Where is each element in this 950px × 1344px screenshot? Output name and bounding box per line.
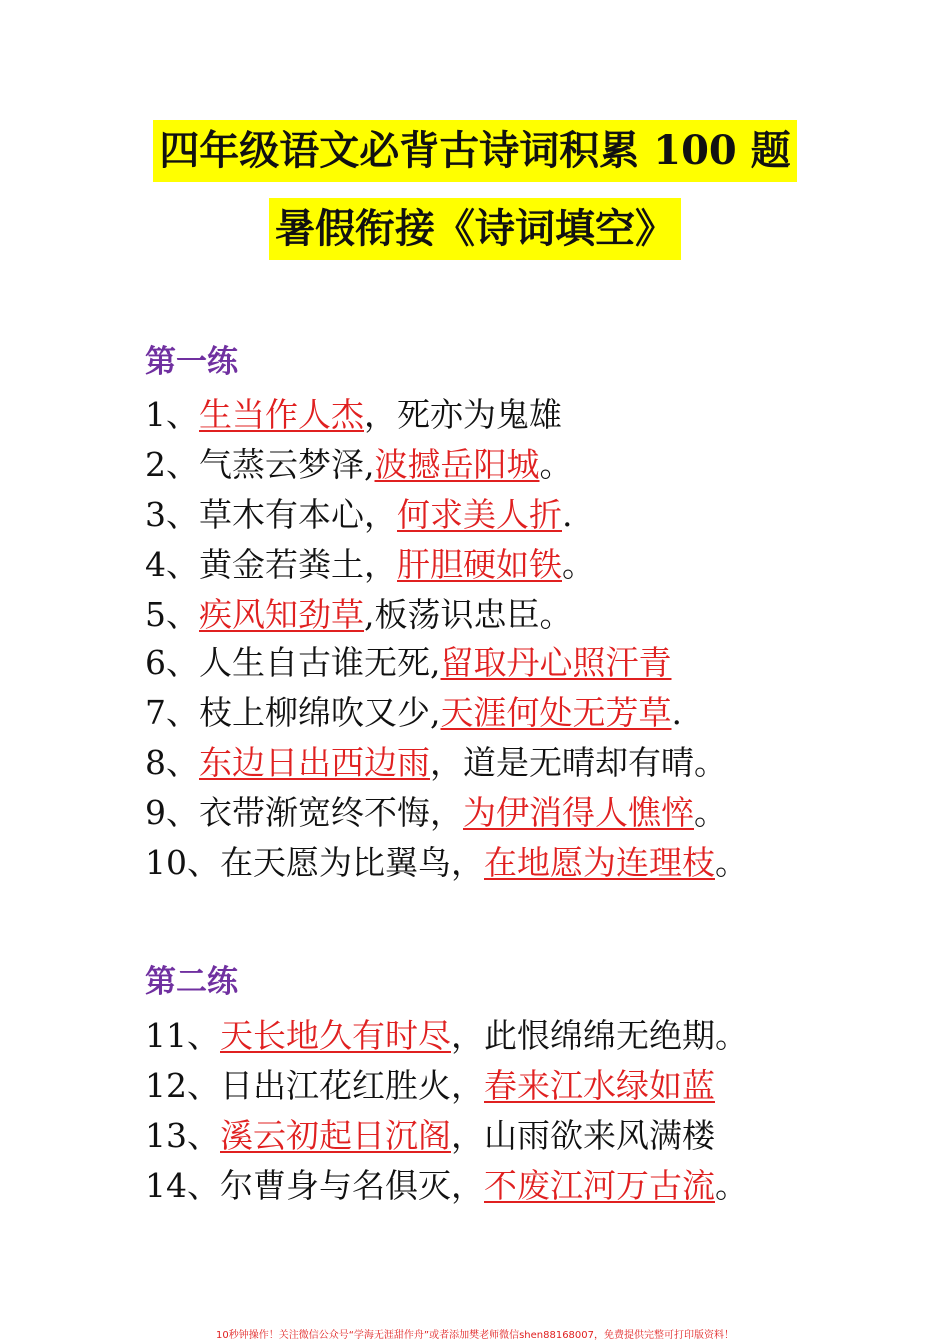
item-prefix: 在天愿为比翼鸟， [220,843,484,882]
item-number: 2、 [145,445,199,484]
item-number: 6、 [145,643,199,682]
item-prefix: 草木有本心， [199,495,397,534]
item-answer: 肝胆硬如铁 [397,545,562,584]
title-line-1-wrap [0,120,950,182]
exercise-item [145,545,595,585]
item-answer: 天长地久有时尽 [220,1016,451,1055]
exercise-item [145,843,748,883]
item-answer: 春来江水绿如蓝 [484,1066,715,1105]
item-suffix: . [562,495,573,534]
footer-note: 10秒钟操作！关注微信公众号“学海无涯甜作舟”或者添加樊老师微信shen88168007，免费提供完整可打印版资料！ [215,1330,735,1341]
exercise-item [145,1016,748,1056]
item-answer: 东边日出西边雨 [199,743,430,782]
item-number: 5、 [145,595,199,634]
item-number: 14、 [145,1166,220,1205]
exercise-item [145,693,682,733]
item-answer: 溪云初起日沉阁 [220,1116,451,1155]
exercise-item [145,1116,715,1156]
title-line-2-wrap [0,198,950,260]
exercise-item [145,595,573,635]
exercise-item [145,793,727,833]
item-answer: 不废江河万古流 [484,1166,715,1205]
item-suffix: ，此恨绵绵无绝期。 [451,1016,748,1055]
item-number: 1、 [145,395,199,434]
exercise-item [145,643,672,683]
item-suffix: . [671,693,682,732]
exercise-item [145,445,573,485]
item-prefix: 日出江花红胜火， [220,1066,484,1105]
item-number: 13、 [145,1116,220,1155]
item-suffix: ，死亦为鬼雄 [364,395,562,434]
page-subtitle: 暑假衔接《诗词填空》 [269,198,681,260]
item-answer: 疾风知劲草 [199,595,364,634]
item-suffix: 。 [694,793,727,832]
item-prefix: 人生自古谁无死, [199,643,441,682]
item-answer: 为伊消得人憔悴 [463,793,694,832]
item-number: 4、 [145,545,199,584]
item-number: 9、 [145,793,199,832]
section-heading-1: 第一练 [145,344,238,380]
item-suffix: ，道是无晴却有晴。 [430,743,727,782]
page-title: 四年级语文必背古诗词积累 100 题 [153,120,796,182]
item-answer: 生当作人杰 [199,395,364,434]
item-prefix: 气蒸云梦泽, [199,445,375,484]
item-prefix: 黄金若粪土， [199,545,397,584]
item-prefix: 枝上柳绵吹又少, [199,693,441,732]
item-number: 8、 [145,743,199,782]
item-suffix: 。 [539,445,573,484]
exercise-item [145,1066,715,1106]
item-answer: 在地愿为连理枝 [484,843,715,882]
item-prefix: 衣带渐宽终不悔， [199,793,463,832]
exercise-item [145,1166,748,1206]
exercise-item [145,743,727,783]
exercise-item [145,395,562,435]
item-prefix: 尔曹身与名俱灭， [220,1166,484,1205]
item-number: 11、 [145,1016,220,1055]
item-number: 7、 [145,693,199,732]
exercise-item [145,495,573,535]
item-suffix: 。 [562,545,595,584]
item-suffix: ,板荡识忠臣。 [364,595,573,634]
item-number: 10、 [145,843,220,882]
item-answer: 何求美人折 [397,495,562,534]
section-heading-2: 第二练 [145,964,238,1000]
item-number: 3、 [145,495,199,534]
item-suffix: 。 [715,1166,748,1205]
item-answer: 留取丹心照汗青 [440,643,672,682]
item-suffix: ，山雨欲来风满楼 [451,1116,715,1155]
item-suffix: 。 [715,843,748,882]
item-answer: 天涯何处无芳草 [440,693,672,732]
item-answer: 波撼岳阳城 [374,445,540,484]
item-number: 12、 [145,1066,220,1105]
